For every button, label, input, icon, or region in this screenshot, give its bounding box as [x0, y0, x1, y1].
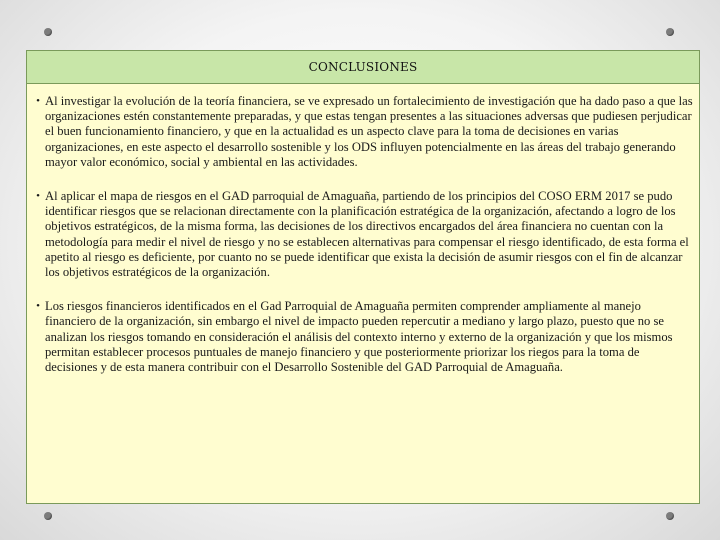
bullet-text: Los riesgos financieros identificados en el Gad Parroquial de Amaguaña permiten comprender ampliamente al manejo financiero de la organización, sin embargo el nivel de impacto pueden repercutir a mediano y largo plazo, puesto que no se analizan los riesgos tomando en consideración el análisis del contexto interno y externo de la organización y que los mismos permitan establecer procesos puntuales de manejo financiero y que posteriormente priorizar los riegos para la toma de decisiones y de esta manera contribuir con el Desarrollo Sostenible del GAD Parroquial de Amaguaña.	[45, 299, 673, 375]
corner-dot-icon	[666, 512, 674, 520]
bullet-text: Al aplicar el mapa de riesgos en el GAD parroquial de Amaguaña, partiendo de los principios del COSO ERM 2017 se pudo identificar riesgos que se relacionan directamente con la planificación estratégica de la organización, afectando a logro de los objetivos estratégicos, de la misma forma, las decisiones de los directivos encargados del área financiera no cuentan con la metodología para medir el nivel de riesgo y no se establecen alternativas para compensar el riesgo identificado, de esta forma el apetito al riesgo es deficiente, por cuanto no se puede identificar que exista la decisión de asumir riesgos con el fin de alcanzar los objetivos estratégicos de la organización.	[45, 189, 689, 280]
bullet-icon: •	[36, 190, 40, 203]
title-bar	[27, 51, 699, 84]
corner-dot-icon	[666, 28, 674, 36]
bullet-text: Al investigar la evolución de la teoría financiera, se ve expresado un fortalecimiento de investigación que ha dado paso a que las organizaciones estén constantemente preparadas, y que estas tengan presentes a las situaciones adversas que pudiesen perjudicar el buen funcionamiento financiero, y que en la actualidad es un aspecto clave para la toma de decisiones en varias organizaciones, en este aspecto el desarrollo sostenible y los ODS influyen potencialmente en las áreas del trabajo generando mayor valor económico, social y ambiental en las actividades.	[45, 94, 693, 169]
bullet-item	[31, 299, 693, 375]
slide-title: CONCLUSIONES	[308, 60, 418, 74]
bullet-icon: •	[36, 95, 40, 107]
slide-content-box	[26, 50, 700, 504]
corner-dot-icon	[44, 28, 52, 36]
bullet-item	[31, 94, 693, 170]
corner-dot-icon	[44, 512, 52, 520]
bullet-list	[27, 84, 699, 375]
bullet-item	[31, 189, 693, 280]
bullet-icon: •	[36, 300, 40, 313]
